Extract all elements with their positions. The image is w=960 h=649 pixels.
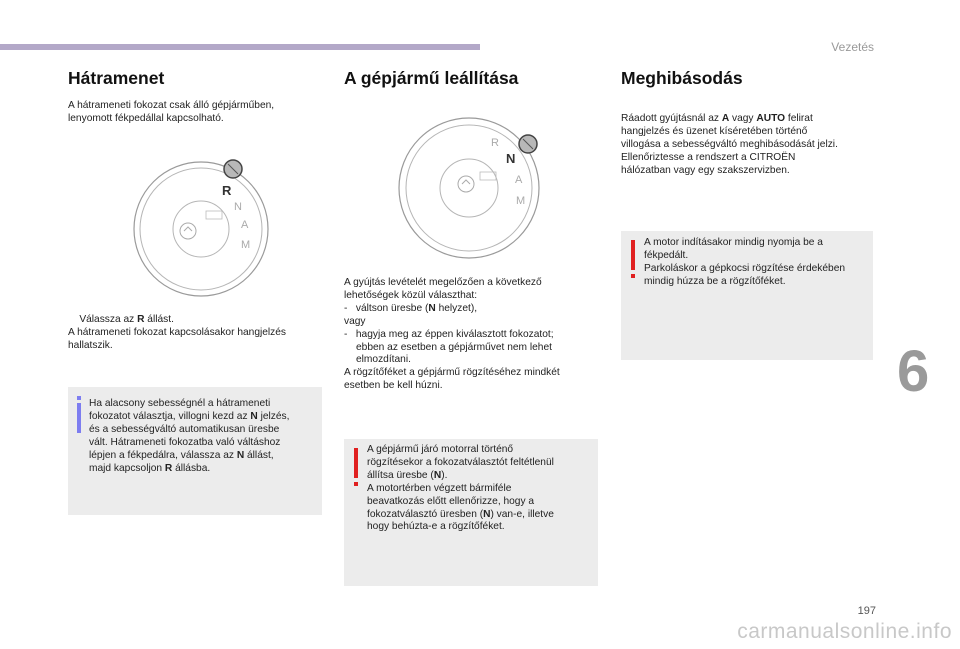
gear-selector-r-illustration [130, 155, 272, 300]
title-malfunction: Meghibásodás [621, 68, 743, 88]
title-reverse: Hátramenet [68, 68, 165, 88]
page-number: 197 [857, 605, 876, 617]
warning-icon [354, 448, 358, 478]
reverse-steps: Válassza az R állást. A hátrameneti fokozat kapcsolásakor hangjelzés hallatszik. [68, 314, 287, 351]
dial-letter-r: R [222, 183, 232, 198]
dial-letter-n: N [506, 151, 516, 166]
malfunction-text: Ráadott gyújtásnál az A vagy AUTO felirat hangjelzés és üzenet kíséretében történő villogása a sebességváltó meghibásodását jelzi. Ellenőriztesse a rendszert a CITROËN hálózatban vagy egy szakszervizben. [621, 113, 838, 176]
stopping-text: A gyújtás levételét megelőzően a következő lehetőségek közül választhat: - váltson üresbe (N helyzet), vagy - hagyja meg az éppen kiválasztott fokozatot; ebben az esetben a gépjárművet nem lehet elmozdítani. A rögzítőféket a gépjármű rögzítéséhez mindkét esetben be kell húzni. [344, 277, 560, 392]
dial-letter-a: A [515, 174, 523, 186]
dial-letter-a: A [241, 219, 249, 231]
warning-box-stopping: A gépjármű járó motorral történő rögzítésekor a fokozatválasztót feltétlenül állítsa üresbe (N). A motortérben végzett bármiféle beavatkozás előtt ellenőrizze, hogy a fokozatválasztó üresben (N) van-e, illetve hogy behúzta-e a rögzítőféket. [344, 439, 598, 586]
dial-letter-m: M [241, 239, 251, 251]
header-bar [0, 44, 480, 50]
dial-letter-n: N [234, 201, 242, 213]
warning-box-malfunction: A motor indításakor mindig nyomja be a fékpedált. Parkoláskor a gépkocsi rögzítése érdekében mindig húzza be a rögzítőféket. [621, 231, 873, 360]
chapter-number: 6 [897, 339, 930, 404]
dial-letter-r: R [491, 137, 499, 149]
gear-selector-n-illustration [396, 110, 542, 262]
watermark: carmanualsonline.info [737, 620, 952, 643]
section-label: Vezetés [831, 40, 874, 54]
info-box-reverse: Ha alacsony sebességnél a hátrameneti fokozatot választja, villogni kezd az N jelzés, és a sebességváltó automatikusan üresbe vált. Hátrameneti fokozatba való váltáshoz lépjen a fékpedálra, válassza az N állást, majd kapcsoljon R állásba. [68, 387, 322, 515]
title-stopping: A gépjármű leállítása [344, 68, 519, 88]
info-icon [77, 403, 81, 433]
reverse-intro: A hátrameneti fokozat csak álló gépjárműben, lenyomott fékpedállal kapcsolható. [68, 100, 275, 124]
dial-letter-m: M [516, 195, 526, 207]
warning-icon [631, 240, 635, 270]
